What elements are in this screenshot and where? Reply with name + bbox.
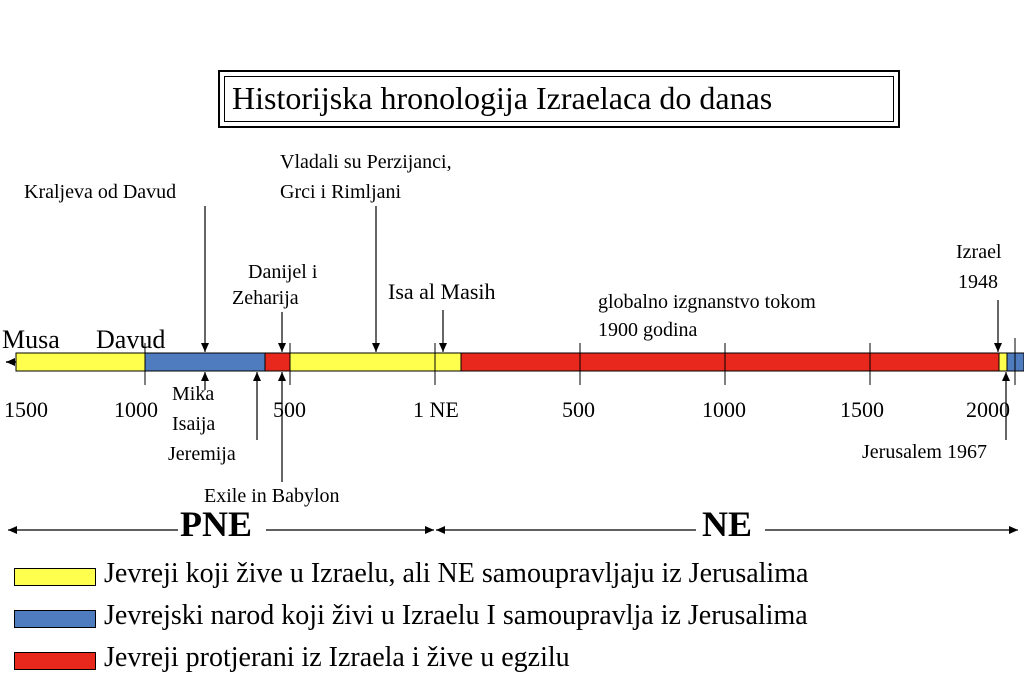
tick-label-500-bce: 500 [273,397,306,422]
legend-text-blue: Jevrejski narod koji živi u Izraelu I samoupravlja iz Jerusalima [104,600,808,631]
segment-yellow-3 [999,353,1007,371]
page-title: Historijska hronologija Izraelaca do danas [232,80,773,116]
tick-label-1500-ce: 1500 [840,397,884,422]
segment-blue-1 [145,353,265,371]
segment-yellow-1 [16,353,145,371]
label-mika: Mika [172,383,215,405]
tick-label-1000-ce: 1000 [702,397,746,422]
legend-swatch-blue [14,610,96,628]
label-musa: Musa [2,325,60,354]
tick-label-1-ne: 1 NE [413,397,459,422]
tick-label-500-ce: 500 [562,397,595,422]
tick-label-2000: 2000 [966,397,1010,422]
label-isa: Isa al Masih [388,279,496,304]
label-vladali-line1: Vladali su Perzijanci, [280,151,452,173]
label-jerusalem: Jerusalem 1967 [862,441,987,463]
legend-text-yellow: Jevreji koji žive u Izraelu, ali NE samoupravljaju iz Jerusalima [104,558,809,589]
segment-red-2 [461,353,999,371]
legend-text-red: Jevreji protjerani iz Izraela i žive u egzilu [104,642,570,673]
label-jeremija: Jeremija [168,443,236,465]
label-kraljeva [24,178,176,206]
tick-label-1500: 1500 [4,397,48,422]
label-exile: Exile in Babylon [204,485,340,507]
legend-swatch-yellow [14,568,96,586]
tick-label-1000: 1000 [114,397,158,422]
era-label-ne: NE [702,504,753,544]
label-vladali-line2: Grci i Rimljani [280,181,402,203]
era-label-pne: PNE [180,504,252,544]
label-davud: Davud [96,325,166,354]
label-izrael-line2: 1948 [958,271,998,293]
label-isaija: Isaija [172,413,216,435]
segment-red-1 [265,353,290,371]
label-kraljeva-text: Kraljeva od Davud [24,181,177,203]
label-danijel-line2: Zeharija [232,287,299,309]
label-globalno-line1: globalno izgnanstvo tokom [598,291,816,313]
label-danijel-line1: Danijel i [248,261,318,283]
label-globalno-line2: 1900 godina [598,319,698,341]
label-izrael-line1: Izrael [956,241,1002,263]
legend-swatch-red [14,652,96,670]
